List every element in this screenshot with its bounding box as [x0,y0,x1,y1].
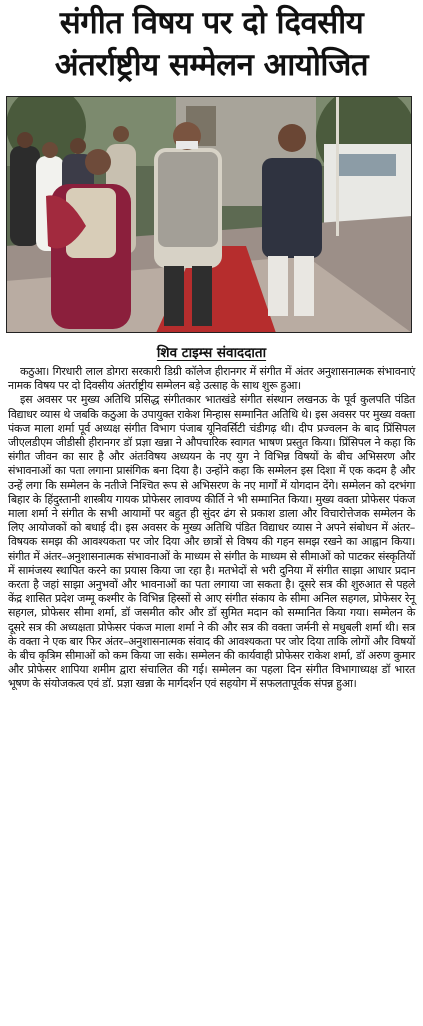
headline-line-1: संगीत विषय पर दो दिवसीय [59,5,364,41]
news-photo [6,96,412,333]
news-clipping [0,2,423,1026]
headline-line-2: अंतर्राष्ट्रीय सम्मेलन आयोजित [54,47,369,83]
article-paragraph-1: कठुआ। गिरधारी लाल डोगरा सरकारी डिग्री कॉलेज हीरानगर में संगीत में अंतर अनुशासनात्मक संभावनाएं नामक विषय पर दो दिवसीय अंतर्राष्ट्रीय सम्मेलन बड़े उत्साह के साथ शुरू हुआ। [8,365,415,393]
news-photo-icon [6,96,412,333]
byline: शिव टाइम्स संवाददाता [156,345,267,361]
article-body [8,365,415,692]
article-paragraph-2: इस अवसर पर मुख्य अतिथि प्रसिद्ध संगीतकार भातखंडे संगीत संस्थान लखनऊ के पूर्व कुलपति पंडित विद्याधर व्यास थे जबकि कठुआ के उपायुक्त राकेश मिन्हास सम्मानित अतिथि थे। इस अवसर पर मुख्य वक्ता पंकज माला शर्मा पूर्व अध्यक्ष संगीत विभाग पंजाब यूनिवर्सिटी चंडीगढ़ थी। दीप प्रज्वलन के बाद प्रिंसिपल जीएलडीएम जीडीसी हीरानगर डॉ प्रज्ञा खन्ना ने औपचारिक स्वागत भाषण प्रस्तुत किया। प्रिंसिपल ने कहा कि संगीत जीवन का सार है और अंतःविषय अध्ययन के नए युग ने विभिन्न विषयों के बीच अभिसरण और संभावनाओं का पता लगाना प्रासंगिक बना दिया है। उन्होंने कहा कि सम्मेलन इस दिशा में एक कदम है और उन्हें लगा कि सम्मेलन के नतीजे निश्चित रूप से अभिसरण के नए मार्गों में योगदान देंगे। सम्मेलन को दरभंगा बिहार के हिंदुस्तानी शास्त्रीय गायक प्रोफेसर लावण्य कीर्ति ने भी सम्मानित किया। मुख्य वक्ता प्रोफेसर पंकज माला शर्मा ने संगीत के सभी आयामों पर बहुत ही सुंदर ढंग से प्रकाश डाला और विचारोत्तेजक सम्मेलन के लिए आयोजकों को बधाई दी। इस अवसर के मुख्य अतिथि पंडित विद्याधर व्यास ने अपने संबोधन में अंतर–विषयक समझ की आवश्यकता पर जोर दिया और छात्रों से विषय की गहन समझ रखने का आह्वान किया। संगीत में अंतर–अनुशासनात्मक संभावनाओं के माध्यम से संगीत के माध्यम से सीमाओं को पाटकर संस्कृतियों में सामंजस्य स्थापित करने का प्रयास किया जा रहा है। मतभेदों से भरी दुनिया में संगीत साझा आधार प्रदान करता है जहां साझा अनुभवों और भावनाओं का पता लगाया जा सकता है। दूसरे सत्र की शुरुआत से पहले केंद्र शासित प्रदेश जम्मू कश्मीर के विभिन्न हिस्सों से आए संगीत संकाय के सीमा अनिल सहगल, प्रोफेसर रेनू सहगल, प्रोफेसर सीमा शर्मा, डॉ जसमीत कौर और डॉ सुमित मदान को सम्मानित किया गया। सम्मेलन के दूसरे सत्र की अध्यक्षता प्रोफेसर पंकज माला शर्मा ने की और सत्र की वक्ता जर्मनी से मधुबली शर्मा थी। सत्र के वक्ता ने एक बार फिर अंतर–अनुशासनात्मक संवाद की आवश्यकता पर जोर दिया ताकि लोगों और विषयों के बीच कृत्रिम सीमाओं को कम किया जा सके। सम्मेलन की कार्यवाही प्रोफेसर राकेश शर्मा, डॉ अरुण कुमार और प्रोफेसर शापिया शमीम द्वारा संचालित की गई। सम्मेलन का पहला दिन संगीत विभागाध्यक्ष डॉ भारत भूषण के संयोजकत्व एवं डॉ. प्रज्ञा खन्ना के मार्गदर्शन एवं सहयोग में सफलतापूर्वक संपन्न हुआ। [8,393,415,691]
headline [6,2,417,86]
